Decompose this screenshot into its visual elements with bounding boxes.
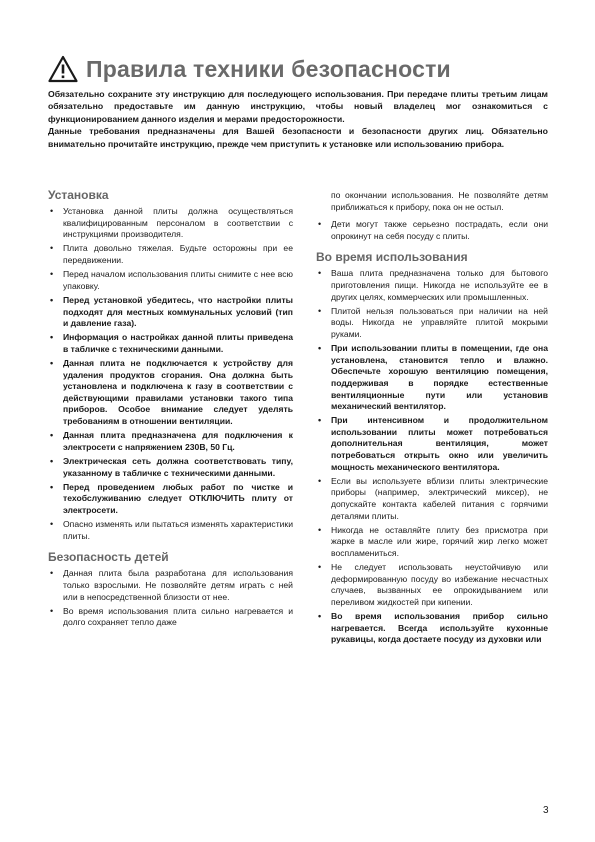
list-item: • Во время использования плита сильно нагревается и долго сохраняет тепло даже bbox=[48, 606, 293, 629]
intro-block bbox=[48, 88, 548, 150]
left-column bbox=[48, 188, 293, 635]
warning-triangle-icon bbox=[48, 55, 78, 83]
right-column bbox=[316, 190, 548, 652]
child-safety-list bbox=[48, 568, 293, 629]
list-item: • Данная плита предназначена для подключения к электросети с напряжением 230В, 50 Гц. bbox=[48, 430, 293, 453]
list-item: • Перед началом использования плиты снимите с нее всю упаковку. bbox=[48, 269, 293, 292]
list-item: • Дети могут также серьезно пострадать, если они опрокинут на себя посуду с плиты. bbox=[316, 219, 548, 242]
section-title-during-use: Во время использования bbox=[316, 250, 468, 265]
list-item: • Ваша плита предназначена только для бытового приготовления пищи. Никогда не используйте ее в других целях, коммерческих или промышленных. bbox=[316, 268, 548, 303]
child-safety-list-continued bbox=[316, 190, 548, 213]
list-item: • Не следует использовать неустойчивую или деформированную посуду во избежание несчастных случаев, вызванных ее опрокидыванием или переливом жидкостей при кипении. bbox=[316, 562, 548, 608]
section-title-installation: Установка bbox=[48, 188, 109, 202]
list-item: • Если вы используете вблизи плиты электрические приборы (например, электрический миксер), не допускайте контакта кабелей питания с горячими деталями плиты. bbox=[316, 476, 548, 522]
list-item: • Установка данной плиты должна осуществляться квалифицированным персоналом в соответствии с инструкциями производителя. bbox=[48, 206, 293, 241]
section-title-child-safety: Безопасность детей bbox=[48, 550, 169, 565]
list-item: • Данная плита не подключается к устройству для удаления продуктов сгорания. Она должна быть установлена и подключена к газу в соответствии с действующими правилами установки такого типа приборов. Особое внимание следует уделять требованиям в отношении вентиляции. bbox=[48, 358, 293, 428]
list-item: • Данная плита была разработана для использования только взрослыми. Не позволяйте детям играть с ней или в непосредственной близости от нее. bbox=[48, 568, 293, 603]
page-number: 3 bbox=[543, 805, 549, 816]
list-item: • Информация о настройках данной плиты приведена в табличке с техническими данными. bbox=[48, 332, 293, 355]
page-header bbox=[48, 52, 558, 86]
list-item: • Перед установкой убедитесь, что настройки плиты подходят для местных коммунальных условий (тип и давление газа). bbox=[48, 295, 293, 330]
list-item: • Во время использования прибор сильно нагревается. Всегда используйте кухонные рукавицы, когда достаете посуду из духовки или bbox=[316, 611, 548, 646]
intro-paragraph: Обязательно сохраните эту инструкцию для последующего использования. При передаче плиты третьим лицам обязательно предоставьте им данную инструкцию, чтобы новый владелец мог ознакомиться с функционированием данного изделия и мерами предосторожности. bbox=[48, 89, 548, 124]
list-item: • При интенсивном и продолжительном использовании плиты может потребоваться дополнительная вентиляция, может потребоваться открыть окно или увеличить мощность механического вентилятора. bbox=[316, 415, 548, 473]
list-item: • Никогда не оставляйте плиту без присмотра при жарке в масле или жире, горячий жир легко может воспламениться. bbox=[316, 525, 548, 560]
child-safety-list-after bbox=[316, 219, 548, 242]
during-use-list bbox=[316, 268, 548, 646]
intro-paragraph: Данные требования предназначены для Вашей безопасности и безопасности других лиц. Обязательно внимательно прочитайте инструкцию, прежде чем приступить к установке или использованию прибора. bbox=[48, 126, 548, 149]
list-item: • При использовании плиты в помещении, где она установлена, становится тепло и влажно. Обеспечьте хорошую вентиляцию помещения, поддерживая в порядке естественные вентиляционные пути или установив механический вентилятор. bbox=[316, 343, 548, 413]
list-item: • Перед проведением любых работ по чистке и техобслуживанию следует ОТКЛЮЧИТЬ плиту от электросети. bbox=[48, 482, 293, 517]
list-item: • Опасно изменять или пытаться изменять характеристики плиты. bbox=[48, 519, 293, 542]
list-item-continuation: по окончании использования. Не позволяйте детям приближаться к прибору, пока он не остыл. bbox=[331, 190, 548, 212]
list-item: • Плита довольно тяжелая. Будьте осторожны при ее передвижении. bbox=[48, 243, 293, 266]
list-item: • Плитой нельзя пользоваться при наличии на ней воды. Никогда не управляйте плитой мокрыми руками. bbox=[316, 306, 548, 341]
list-item: • Электрическая сеть должна соответствовать типу, указанному в табличке с техническими данными. bbox=[48, 456, 293, 479]
page-title: Правила техники безопасности bbox=[86, 55, 451, 82]
installation-list bbox=[48, 206, 293, 542]
